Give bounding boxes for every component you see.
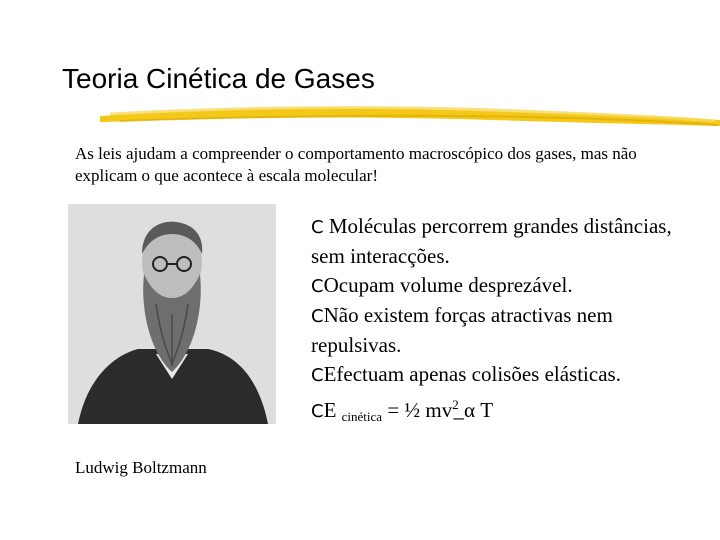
bullet-text: Efectuam apenas colisões elásticas. <box>323 362 621 386</box>
bullet-item <box>311 301 706 360</box>
formula-subscript: cinética <box>341 409 383 424</box>
bullet-marker-icon: C <box>311 401 324 422</box>
bullet-item <box>311 212 706 271</box>
bullet-marker-icon: C <box>311 365 324 386</box>
bullet-marker-icon: C <box>311 306 324 327</box>
slide-title: Teoria Cinética de Gases <box>62 63 375 94</box>
formula-exponent: 2 <box>452 397 459 412</box>
formula-lhs: E <box>323 398 337 422</box>
bullet-item <box>311 360 706 390</box>
portrait-photo <box>68 204 276 424</box>
formula-rhs-suffix: ̲ α T <box>458 398 494 422</box>
bullet-item <box>311 271 706 301</box>
bullet-text: Ocupam volume desprezável. <box>323 273 573 297</box>
bullet-marker-icon: C <box>311 276 324 297</box>
bullet-list <box>311 212 706 431</box>
formula-item <box>311 390 706 431</box>
intro-paragraph: As leis ajudam a compreender o comportamento macroscópico dos gases, mas não explicam o que acontece à escala molecular! <box>75 144 637 185</box>
bullet-text: Não existem forças atractivas nem repulsivas. <box>311 303 613 357</box>
title-underline-brush-stroke <box>100 102 720 132</box>
formula-rhs-prefix: = ½ mv <box>382 398 453 422</box>
portrait-illustration <box>68 204 276 424</box>
bullet-text: Moléculas percorrem grandes distâncias, sem interacções. <box>311 214 672 268</box>
bullet-marker-icon: C <box>311 217 324 238</box>
portrait-caption: Ludwig Boltzmann <box>75 458 207 477</box>
